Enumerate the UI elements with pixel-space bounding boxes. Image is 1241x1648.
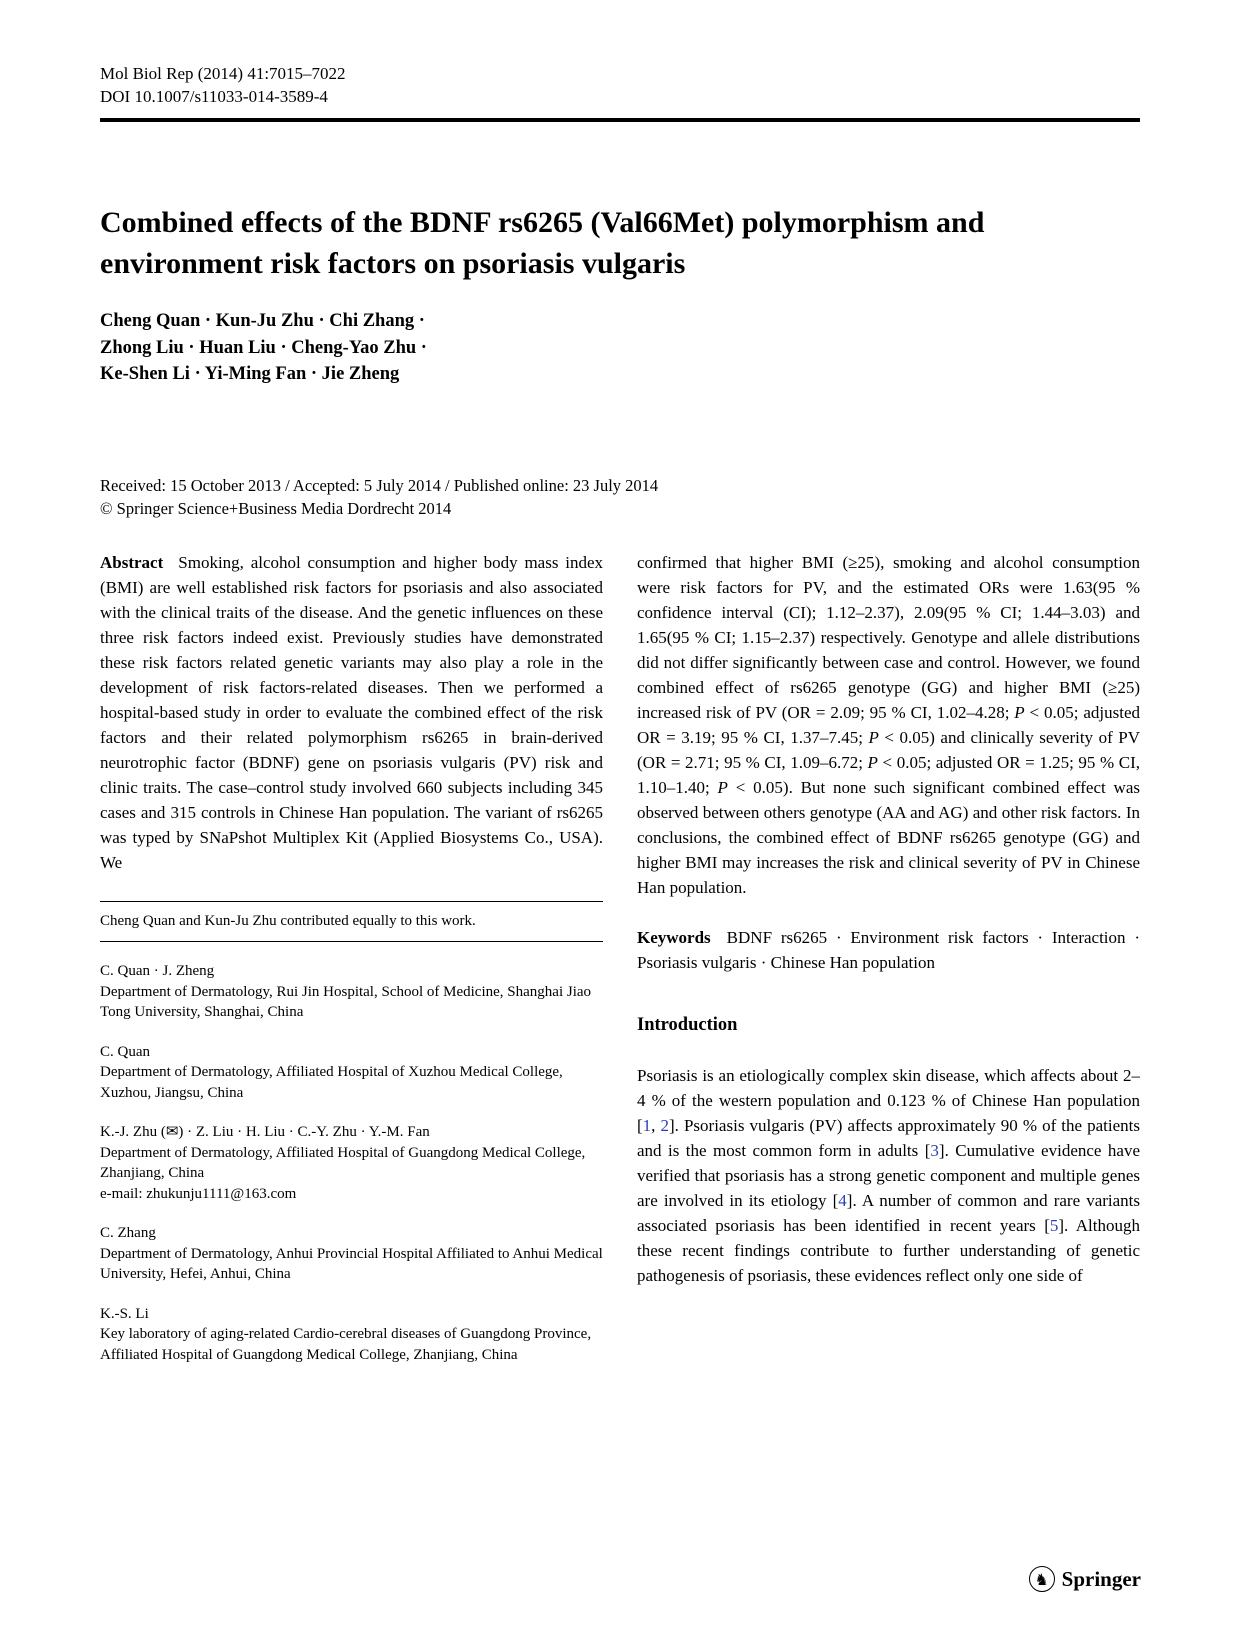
affiliation-address: Department of Dermatology, Rui Jin Hospital, School of Medicine, Shanghai Jiao Tong University, Shanghai, China (100, 983, 592, 1020)
affiliation-address: Department of Dermatology, Affiliated Hospital of Guangdong Medical College, Zhanjiang, China (100, 1144, 586, 1181)
affiliation-address: Department of Dermatology, Affiliated Hospital of Xuzhou Medical College, Xuzhou, Jiangsu, China (100, 1064, 563, 1101)
right-column (637, 550, 1140, 1366)
author-line: Zhong Liu · Huan Liu · Cheng-Yao Zhu · (100, 337, 427, 358)
left-column (100, 550, 603, 1366)
footnote-area (100, 901, 603, 1366)
page-content (100, 62, 1140, 1365)
italic-text: P (1014, 702, 1025, 722)
citation-link[interactable]: 3 (930, 1140, 939, 1160)
author-list (100, 308, 1140, 388)
text-segment: confirmed that higher BMI (≥25), smoking and alcohol consumption were risk factors for PV, and the estimated ORs were 1.63(95 % confidence interval (CI); 1.12–2.37), 2.09(95 % CI; 1.44–3.03) and 1.65(95 % CI; 1.15–2.37) respectively. Genotype and allele distributions did not differ significantly between case and control. However, we found combined effect of rs6265 genotype (GG) and higher BMI (≥25) increased risk of PV (OR = 2.09; 95 % CI, 1.02–4.28; (637, 552, 1140, 722)
introduction-heading: Introduction (637, 1014, 738, 1035)
article-title: Combined effects of the BDNF rs6265 (Val66Met) polymorphism and environment risk factors on psoriasis vulgaris (100, 206, 985, 280)
springer-horse-icon: ♞ (1029, 1566, 1055, 1592)
journal-citation: Mol Biol Rep (2014) 41:7015–7022 (100, 64, 346, 83)
text-segment: < 0.05; adjusted OR = 3.19; 95 % CI, 1.37–7.45; (637, 702, 1140, 747)
affiliation-block (100, 1122, 603, 1204)
affiliation-names: C. Quan (100, 1043, 150, 1060)
text-segment: ]. Cumulative evidence have verified that psoriasis has a strong genetic component and multiple genes are involved in its etiology [ (637, 1140, 1141, 1210)
text-segment: ]. Although these recent findings contribute to further understanding of genetic pathogenesis of psoriasis, these evidences reflect only one side of (637, 1215, 1141, 1285)
citation-link[interactable]: 5 (1049, 1215, 1059, 1235)
text-segment: ]. Psoriasis vulgaris (PV) affects approximately 90 % of the patients and is the most common form in adults [ (637, 1115, 1141, 1160)
affiliation-block (100, 1304, 603, 1366)
affiliation-names: C. Quan · J. Zheng (100, 963, 215, 979)
text-segment: , (651, 1115, 661, 1135)
affiliation-names: K.-S. Li (100, 1305, 149, 1322)
affiliation-email: e-mail: zhukunju1111@163.com (100, 1185, 297, 1202)
copyright-line: © Springer Science+Business Media Dordrecht 2014 (100, 498, 452, 518)
italic-text: P (867, 752, 878, 772)
affiliation-block (100, 961, 603, 1023)
keywords-label: Keywords (637, 927, 711, 947)
text-segment: ]. A number of common and rare variants associated psoriasis has been identified in recent years [ (637, 1190, 1141, 1235)
citation-link[interactable]: 4 (838, 1190, 847, 1210)
abstract-text-left: Smoking, alcohol consumption and higher body mass index (BMI) are well established risk factors for psoriasis and also associated with the clinical traits of the disease. And the genetic influences on these three risk factors indeed exist. Previously studies have demonstrated these risk factors related genetic variants may also play a role in the development of risk factors-related diseases. Then we performed a hospital-based study in order to evaluate the combined effect of the risk factors and their related polymorphism rs6265 in brain-derived neurotrophic factor (BDNF) gene on psoriasis vulgaris (PV) risk and clinic traits. The case–control study involved 660 subjects including 345 cases and 315 controls in Chinese Han population. The variant of rs6265 was typed by SNaPshot Multiplex Kit (Applied Biosystems Co., USA). We (100, 552, 603, 872)
keywords-section (637, 925, 1140, 975)
journal-doi: DOI 10.1007/s11033-014-3589-4 (100, 87, 328, 106)
affiliation-block (100, 1042, 603, 1104)
two-column-body (100, 550, 1140, 1366)
abstract-text-right (637, 550, 1140, 900)
italic-text: P (717, 777, 728, 797)
author-line: Cheng Quan · Kun-Ju Zhu · Chi Zhang · (100, 311, 425, 331)
abstract-section (100, 550, 603, 875)
affiliation-block (100, 1223, 603, 1285)
header-rule (100, 118, 1140, 122)
text-segment: Psoriasis is an etiologically complex skin disease, which affects about 2–4 % of the western population and 0.123 % of Chinese Han population [ (637, 1065, 1140, 1135)
received-accepted-line: Received: 15 October 2013 / Accepted: 5 July 2014 / Published online: 23 July 2014 (100, 475, 659, 495)
author-line: Ke-Shen Li · Yi-Ming Fan · Jie Zheng (100, 364, 400, 384)
italic-text: P (868, 727, 879, 747)
text-segment: < 0.05) and clinically severity of PV (OR = 2.71; 95 % CI, 1.09–6.72; (637, 727, 1140, 772)
affiliation-names: K.-J. Zhu (✉) · Z. Liu · H. Liu · C.-Y. Zhu · Y.-M. Fan (100, 1124, 430, 1140)
springer-wordmark: Springer (1061, 1566, 1141, 1591)
affiliation-address: Department of Dermatology, Anhui Provincial Hospital Affiliated to Anhui Medical University, Hefei, Anhui, China (100, 1245, 603, 1282)
citation-link[interactable]: 1 (642, 1115, 652, 1135)
text-segment: < 0.05). But none such significant combined effect was observed between others genotype (AA and AG) and other risk factors. In conclusions, the combined effect of BDNF rs6265 genotype (GG) and higher BMI may increases the risk and clinical severity of PV in Chinese Han population. (637, 777, 1140, 897)
article-dates (100, 474, 1140, 520)
abstract-label: Abstract (100, 552, 164, 572)
springer-logo (1029, 1566, 1141, 1592)
equal-contribution-note: Cheng Quan and Kun-Ju Zhu contributed equally to this work. (100, 912, 476, 929)
keywords-text: BDNF rs6265 · Environment risk factors · Interaction · Psoriasis vulgaris · Chinese Han population (637, 927, 1140, 972)
introduction-paragraph (637, 1063, 1140, 1288)
affiliation-names: C. Zhang (100, 1225, 156, 1241)
text-segment: < 0.05; adjusted OR = 1.25; 95 % CI, 1.10–1.40; (637, 752, 1140, 797)
journal-header (100, 62, 1140, 122)
footnote-rule-bottom (100, 941, 603, 942)
affiliation-address: Key laboratory of aging-related Cardio-cerebral diseases of Guangdong Province, Affiliated Hospital of Guangdong Medical College, Zhanjiang, China (100, 1326, 592, 1363)
citation-link[interactable]: 2 (660, 1115, 669, 1135)
